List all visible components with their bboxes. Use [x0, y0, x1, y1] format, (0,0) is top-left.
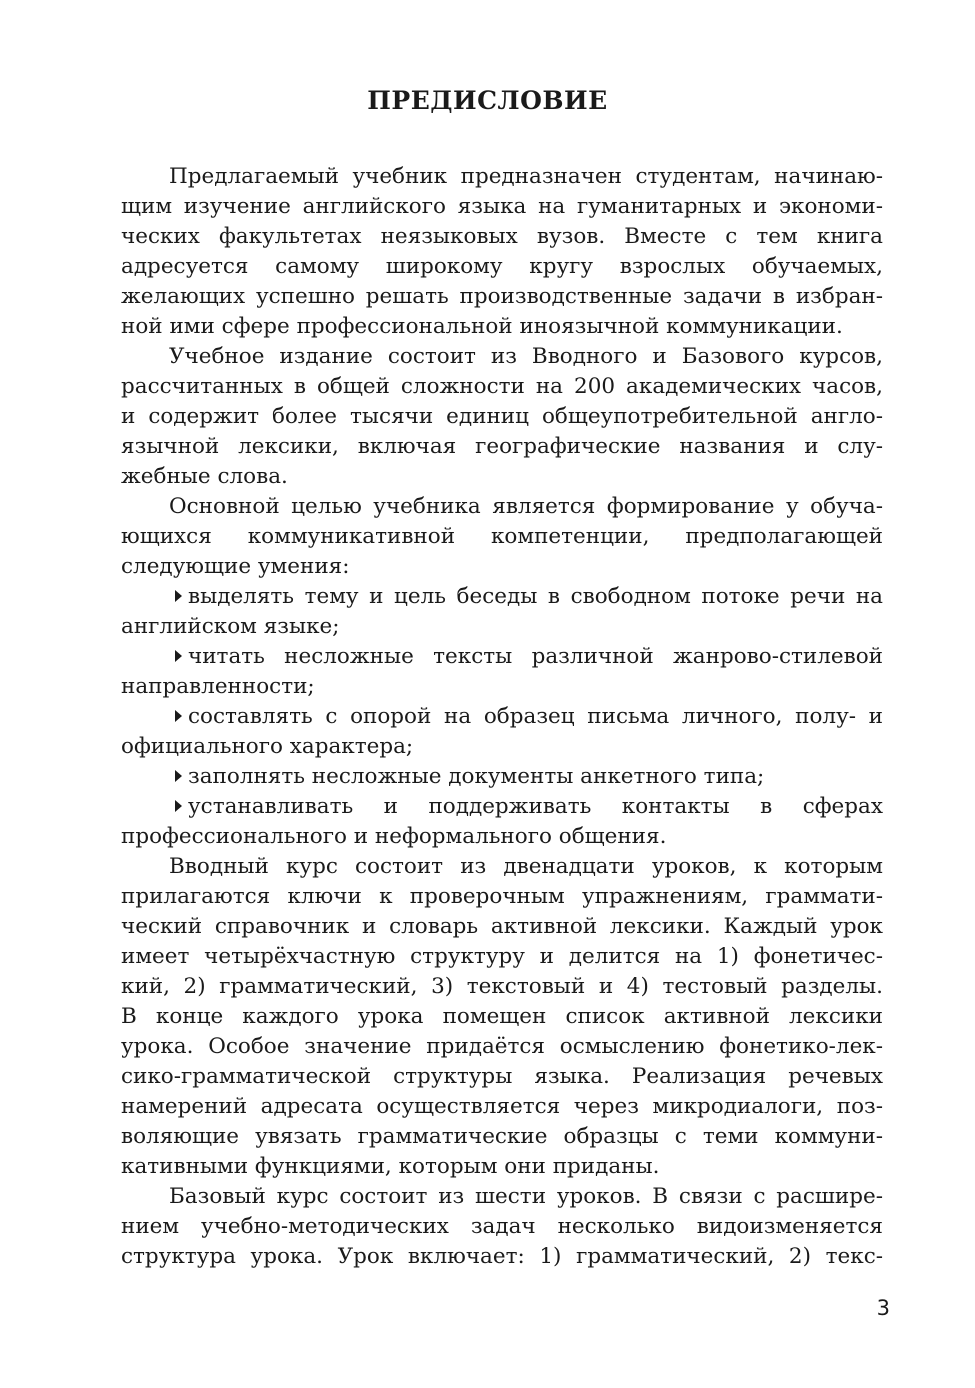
line-text: читать несложные тексты различной жанрово-стилевой: [188, 644, 883, 669]
page-title: ПРЕДИСЛОВИЕ: [367, 86, 608, 115]
text-line: [121, 1212, 883, 1242]
text-line: [121, 1242, 883, 1272]
text-line: [121, 552, 883, 582]
text-line: [121, 732, 883, 762]
text-line: [121, 1182, 883, 1212]
line-text: намерений адресата осуществляется через микродиалоги, поз-: [121, 1094, 883, 1119]
text-line: [121, 822, 883, 852]
text-line: [121, 1032, 883, 1062]
triangle-bullet-icon: [175, 650, 182, 662]
bullet-list-item: [121, 642, 883, 672]
line-text: профессионального и неформального общения.: [121, 824, 667, 849]
line-text: щим изучение английского языка на гуманитарных и экономи-: [121, 194, 883, 219]
line-text: структура урока. Урок включает: 1) грамматический, 2) текс-: [121, 1244, 883, 1269]
line-text: заполнять несложные документы анкетного типа;: [188, 764, 765, 789]
text-line: [121, 372, 883, 402]
bullet-list-item: [121, 702, 883, 732]
text-line: [121, 912, 883, 942]
text-line: [121, 852, 883, 882]
line-text: ющихся коммуникативной компетенции, предполагающей: [121, 524, 883, 549]
line-text: ческий справочник и словарь активной лексики. Каждый урок: [121, 914, 883, 939]
text-line: [121, 252, 883, 282]
line-text: рассчитанных в общей сложности на 200 академических часов,: [121, 374, 883, 399]
line-text: воляющие увязать грамматические образцы с теми коммуни-: [121, 1124, 883, 1149]
line-text: кативными функциями, которым они приданы.: [121, 1154, 660, 1179]
bullet-list-item: [121, 792, 883, 822]
line-text: кий, 2) грамматический, 3) текстовый и 4) тестовый разделы.: [121, 974, 883, 999]
line-text: урока. Особое значение придаётся осмыслению фонетико-лек-: [121, 1034, 883, 1059]
line-text: адресуется самому широкому кругу взрослых обучаемых,: [121, 254, 883, 279]
line-text: желающих успешно решать производственные задачи в избран-: [121, 284, 883, 309]
preface-body: [121, 162, 883, 1272]
line-text: язычной лексики, включая географические названия и слу-: [121, 434, 883, 459]
bullet-list-item: [121, 762, 883, 792]
text-line: [121, 522, 883, 552]
bullet-list-item: [121, 582, 883, 612]
text-line: [121, 192, 883, 222]
text-line: [121, 1092, 883, 1122]
line-text: и содержит более тысячи единиц общеупотребительной англо-: [121, 404, 883, 429]
line-text: ной ими сфере профессиональной иноязычной коммуникации.: [121, 314, 843, 339]
text-line: [121, 432, 883, 462]
line-text: В конце каждого урока помещен список активной лексики: [121, 1004, 883, 1029]
text-line: [121, 312, 883, 342]
line-text: нием учебно-методических задач несколько видоизменяется: [121, 1214, 883, 1239]
page-number: 3: [876, 1296, 890, 1320]
line-text: жебные слова.: [121, 464, 288, 489]
triangle-bullet-icon: [175, 800, 182, 812]
text-line: [121, 1152, 883, 1182]
line-text: следующие умения:: [121, 554, 350, 579]
text-line: [121, 972, 883, 1002]
text-line: [121, 1062, 883, 1092]
text-line: [121, 492, 883, 522]
text-line: [121, 222, 883, 252]
text-line: [121, 402, 883, 432]
line-text: официального характера;: [121, 734, 414, 759]
triangle-bullet-icon: [175, 770, 182, 782]
line-text: Вводный курс состоит из двенадцати уроков, к которым: [169, 854, 883, 879]
line-text: выделять тему и цель беседы в свободном потоке речи на: [188, 584, 883, 609]
line-text: Базовый курс состоит из шести уроков. В связи с расшире-: [169, 1184, 883, 1209]
triangle-bullet-icon: [175, 590, 182, 602]
text-line: [121, 942, 883, 972]
line-text: Предлагаемый учебник предназначен студентам, начинаю-: [169, 164, 883, 189]
text-line: [121, 342, 883, 372]
text-line: [121, 162, 883, 192]
text-line: [121, 1122, 883, 1152]
line-text: Основной целью учебника является формирование у обуча-: [169, 494, 883, 519]
text-line: [121, 462, 883, 492]
line-text: составлять с опорой на образец письма личного, полу- и: [188, 704, 883, 729]
text-line: [121, 612, 883, 642]
line-text: направленности;: [121, 674, 315, 699]
line-text: сико-грамматической структуры языка. Реализация речевых: [121, 1064, 883, 1089]
line-text: ческих факультетах неязыковых вузов. Вместе с тем книга: [121, 224, 883, 249]
line-text: Учебное издание состоит из Вводного и Базового курсов,: [169, 344, 883, 369]
text-line: [121, 672, 883, 702]
line-text: прилагаются ключи к проверочным упражнениям, граммати-: [121, 884, 883, 909]
text-line: [121, 1002, 883, 1032]
line-text: английском языке;: [121, 614, 340, 639]
line-text: устанавливать и поддерживать контакты в сферах: [188, 794, 883, 819]
text-line: [121, 882, 883, 912]
line-text: имеет четырёхчастную структуру и делится на 1) фонетичес-: [121, 944, 883, 969]
triangle-bullet-icon: [175, 710, 182, 722]
text-line: [121, 282, 883, 312]
